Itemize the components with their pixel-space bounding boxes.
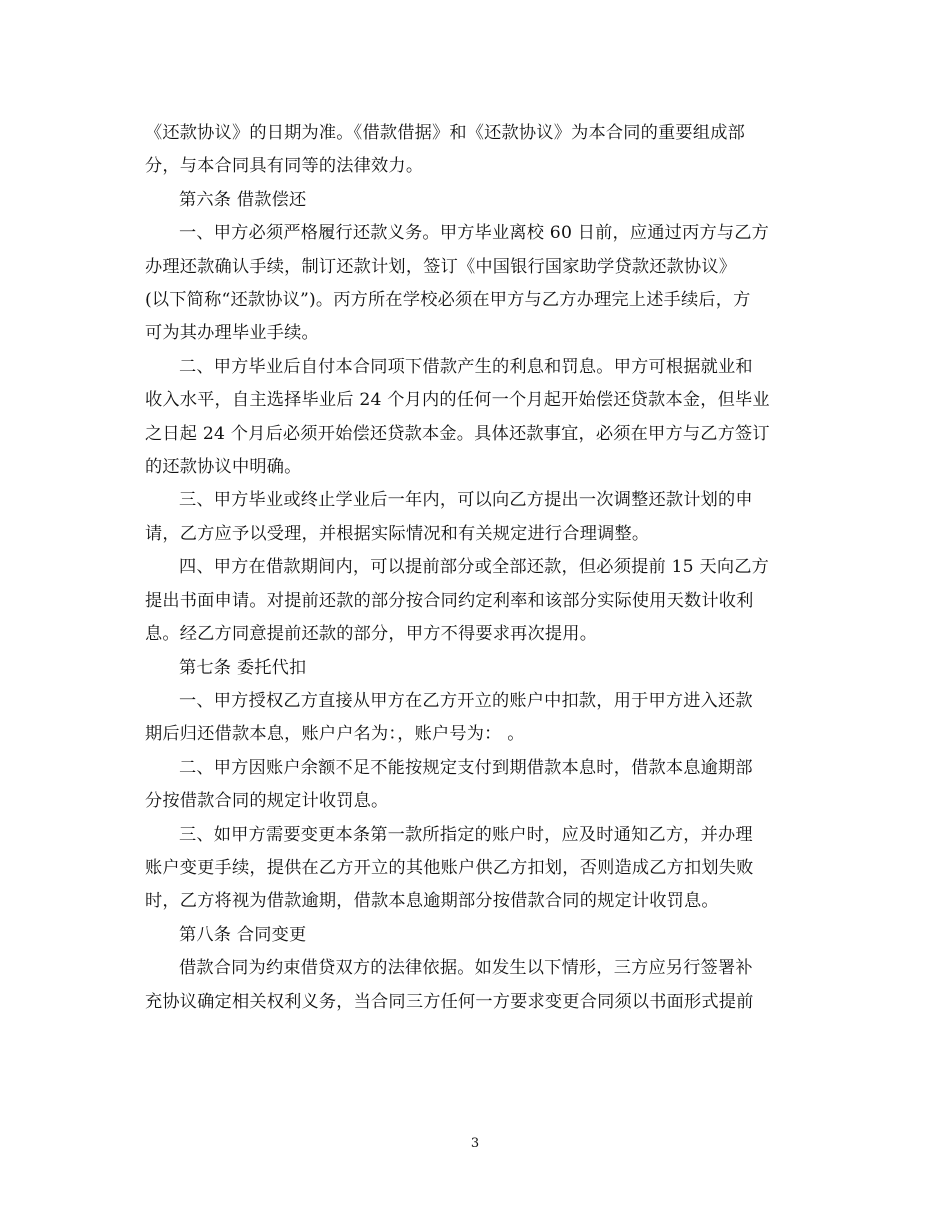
- text-line: 息。经乙方同意提前还款的部分，甲方不得要求再次提用。: [145, 624, 598, 645]
- text-line: 提出书面申请。对提前还款的部分按合同约定利率和该部分实际使用天数计收利: [145, 590, 754, 611]
- paragraph-article-7-clause-3: [145, 819, 810, 919]
- text-line: 一、甲方必须严格履行还款义务。甲方毕业离校 60 日前，应通过丙方与乙方: [179, 223, 770, 244]
- paragraph-article-6-clause-1: [145, 217, 810, 351]
- text-line: 请，乙方应予以受理，并根据实际情况和有关规定进行合理调整。: [145, 523, 650, 544]
- text-line: 《还款协议》的日期为准。《借款借据》和《还款协议》为本合同的重要组成部: [145, 123, 745, 143]
- paragraph-continued: [145, 117, 810, 184]
- paragraph-article-6-clause-3: [145, 484, 810, 551]
- paragraph-article-8-body: [145, 952, 810, 1019]
- text-line: 之日起 24 个月后必须开始偿还贷款本金。具体还款事宜，必须在甲方与乙方签订: [145, 423, 770, 444]
- text-line: 二、甲方因账户余额不足不能按规定支付到期借款本息时，借款本息逾期部: [179, 757, 753, 778]
- text-line: 账户变更手续，提供在乙方开立的其他账户供乙方扣划，否则造成乙方扣划失败: [145, 857, 754, 878]
- text-line: 的还款协议中明确。: [145, 457, 302, 478]
- text-line: 充协议确定相关权利义务，当合同三方任何一方要求变更合同须以书面形式提前: [145, 991, 754, 1012]
- text-line: 可为其办理毕业手续。: [145, 323, 319, 344]
- text-line: 三、甲方毕业或终止学业后一年内，可以向乙方提出一次调整还款计划的申: [179, 490, 753, 511]
- heading-text: 第七条 委托代扣: [179, 657, 307, 678]
- paragraph-article-6-clause-2: [145, 351, 810, 485]
- heading-text: 第六条 借款偿还: [179, 189, 307, 210]
- page-number: 3: [470, 1136, 480, 1151]
- heading-article-8: [145, 919, 810, 952]
- text-line: 分，与本合同具有同等的法律效力。: [145, 156, 424, 177]
- paragraph-article-6-clause-4: [145, 551, 810, 651]
- paragraph-article-7-clause-1: [145, 685, 810, 752]
- text-line: 三、如甲方需要变更本条第一款所指定的账户时，应及时通知乙方，并办理: [179, 824, 753, 845]
- text-line: 一、甲方授权乙方直接从甲方在乙方开立的账户中扣款，用于甲方进入还款: [179, 690, 753, 711]
- text-line: 借款合同为约束借贷双方的法律依据。如发生以下情形，三方应另行签署补: [179, 958, 753, 979]
- text-line: 时，乙方将视为借款逾期，借款本息逾期部分按借款合同的规定计收罚息。: [145, 891, 719, 912]
- text-line: 收入水平，自主选择毕业后 24 个月内的任何一个月起开始偿还贷款本金，但毕业: [145, 390, 770, 411]
- text-line: 期后归还借款本息，账户户名为：，账户号为： 。: [145, 724, 525, 745]
- document-body: [145, 117, 810, 1019]
- text-line: 办理还款确认手续，制订还款计划，签订《中国银行国家助学贷款还款协议》: [145, 256, 737, 277]
- heading-text: 第八条 合同变更: [179, 924, 307, 945]
- text-line: 分按借款合同的规定计收罚息。: [145, 791, 389, 812]
- text-line: 二、甲方毕业后自付本合同项下借款产生的利息和罚息。甲方可根据就业和: [179, 356, 753, 377]
- text-line: (以下简称“还款协议”)。丙方所在学校必须在甲方与乙方办理完上述手续后，方: [145, 290, 751, 311]
- paragraph-article-7-clause-2: [145, 752, 810, 819]
- text-line: 四、甲方在借款期间内，可以提前部分或全部还款，但必须提前 15 天向乙方: [179, 557, 770, 578]
- heading-article-7: [145, 652, 810, 685]
- heading-article-6: [145, 184, 810, 217]
